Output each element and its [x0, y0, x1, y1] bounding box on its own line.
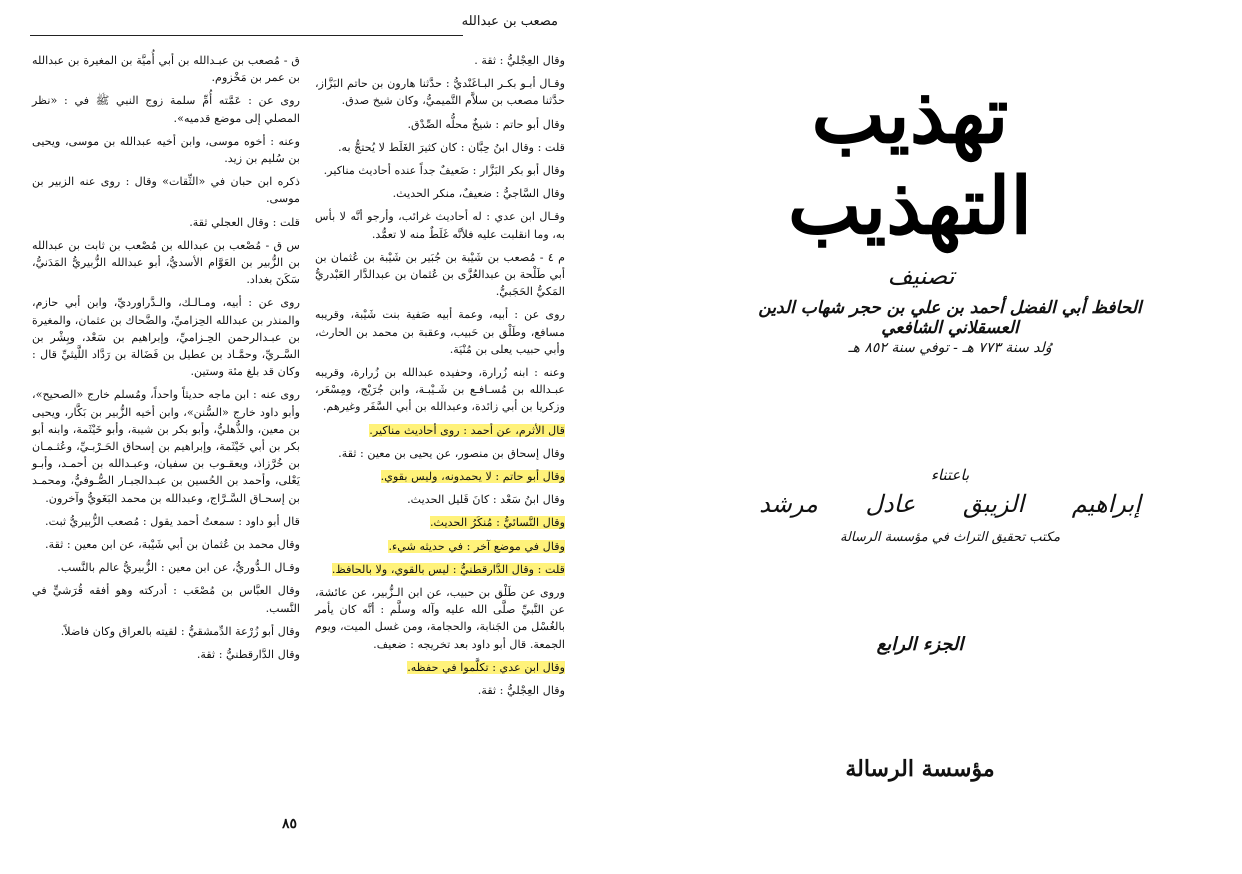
- edited-by-label: باعتناء: [930, 466, 970, 484]
- paragraph: [32, 294, 300, 380]
- paragraph: [315, 75, 565, 109]
- paragraph: [32, 237, 300, 289]
- running-head: [30, 14, 558, 36]
- paragraph-text: وقال السَّاجيُّ : ضعيفٌ، منكر الحديث.: [392, 187, 565, 201]
- paragraph-text: وقال أبو زُرْعة الدِّمشقيُّ : لقيته بالعراق وكان فاضلاً.: [60, 624, 300, 638]
- header-rule: [30, 35, 463, 36]
- paragraph-text: ذكره ابن حبان في «الثِّقات» وقال : روى عنه الزبير بن موسى.: [32, 175, 300, 206]
- publisher-name: مؤسسة الرسالة: [845, 756, 995, 782]
- paragraph: [315, 445, 565, 462]
- paragraph: [32, 386, 300, 506]
- paragraph-text: م ٤ - مُصعب بن شَيْبة بن جُبَير بن شَيْبة بن عُثمان بن أبي طَلْحة بن عبدالعُزَّى بن عُثمان بن عبدالدَّار العَبْدريُّ المَكيُّ الحَجَبيُّ.: [315, 250, 566, 299]
- paragraph: [315, 249, 565, 301]
- paragraph: [315, 584, 565, 653]
- paragraph-text: وقال العِجْليُّ : ثقة.: [477, 684, 565, 698]
- paragraph: [32, 133, 300, 167]
- paragraph: [315, 208, 565, 242]
- paragraph-text: وروى عن طَلْق بن حبيب، عن ابن الـزُّبير، عن عائشة، عن النَّبيِّ صلَّى الله عليه وآله وسلَّم : أنَّه كان يأمر بالغُسْل من الجَنابة، والحجامة، ومن غسل الميت، ويوم الجمعة. قال أبو داود بعد تخريجه : ضعيف.: [315, 586, 565, 651]
- paragraph-text: وقـال ابن عدي : له أحاديث غرائب، وأرجو أنَّه لا بأس به، وما انقلبت عليه فلأنَّه غَلَطٌ منه لا تعمُّد.: [315, 210, 565, 241]
- paragraph-text: ق - مُصعب بن عبـدالله بن أبي أُميَّة بن المغيرة بن عبدالله بن عمر بن مَخْزوم.: [32, 54, 300, 85]
- paragraph: [32, 513, 300, 530]
- paragraph-text: روى عن : عَمَّته أُمِّ سلمة زوج النبي ﷺ في : «نظر المصلي إلى موضع قدميه».: [32, 94, 300, 125]
- paragraph-text: وقال إسحاق بن منصور، عن يحيى بن معين : ثقة.: [338, 446, 565, 460]
- paragraph: [32, 92, 300, 126]
- paragraph-text: وقـال الـدُّوريُّ، عن ابن معين : الزُّبيريُّ عالم بالنَّسب.: [57, 561, 300, 575]
- text-column-right: [315, 52, 565, 705]
- paragraph-text: روى عن : أبيه، ومـالـك، والـدَّراورديِّ، وابن أبي حازم، والمنذر بن عبدالله الحِزاميِّ، والضَّحاك بن عثمان، والمغيرة بن عبـدالرحمن الحِـزاميِّ، وإبراهيم بن سَعْد، وبِشْر بن السَّـريِّ، وحمَّـاد بن عطيل بن فَضَالة بن رَدَّاد اللَّيثيِّ قال : وكان قد بلغ مئة وستين.: [32, 296, 300, 379]
- paragraph: [32, 52, 300, 86]
- highlighted-paragraph: [315, 659, 565, 676]
- paragraph-text: قلت : وقال الدَّارقطنيُّ : ليس بالقوي، ولا بالحافظ.: [331, 562, 565, 576]
- paragraph: [32, 646, 300, 663]
- paragraph: [315, 116, 565, 133]
- page-number: ٨٥: [282, 816, 298, 832]
- paragraph: [315, 491, 565, 508]
- editor-2: عادل مرشد: [759, 490, 916, 518]
- paragraph-text: روى عنه : ابن ماجه حديثاً واحداً، ومُسلم خارج «الصحيح»، وأبو داود خارج «السُّنن»، وابن أخيه الزُّبير بن بَكَّار، ويحيى بن معين، والذُّهليُّ، وأبو بكر بن شيبة، وأبو خَيْثَمة، وابنه أبو بكر بن أبي خَيْثَمة، وإبراهيم بن إسحاق الحَـرْبـيِّ، وعُثـمـان بن خُرَّزاذ، ويعقـوب بن سفيان، وعبـدالله بن أحمـد، وأبـو يَعْلى، وأحمد بن الحُسين بن عبـدالجبـار الصُّـوفيُّ، ومحمـد بن إسحـاق السَّـرَّاج، وعبدالله بن محمد البَغَويُّ وآخرون.: [32, 388, 300, 505]
- highlighted-paragraph: [315, 422, 565, 439]
- paragraph-text: قال أبو داود : سمعتُ أحمد يقول : مُصعب الزُّبيريُّ ثبت.: [45, 514, 300, 528]
- paragraph: [315, 682, 565, 699]
- book-title-calligraphy: تهذيب التهذيب: [787, 70, 1033, 252]
- paragraph-text: وقال أبو حاتم : لا يحمدونه، وليس بقوي.: [380, 470, 565, 484]
- paragraph-text: وعنه : أخوه موسى، وابن أخيه عبدالله بن موسى، ويحيى بن سُليم بن زيد.: [32, 134, 300, 166]
- text-column-left: [32, 52, 300, 669]
- book-page-left: [0, 0, 600, 874]
- highlighted-paragraph: [315, 514, 565, 531]
- paragraph-text: وقال ابنُ سَعْد : كانَ قَليل الحديث.: [407, 493, 565, 507]
- paragraph-text: وقال العبَّاس بن مُصْعَب : أدركته وهو أفقه قُرَشيٍّ في النَّسب.: [32, 584, 300, 615]
- paragraph: [32, 559, 300, 576]
- paragraph-text: وعنه : ابنه زُرارة، وحفيده عبدالله بن زُرارة، وقريبه عبـدالله بن مُسـافـع بن شَـيْبـة، وابن جُرَيْج، ومِسْعَر، وزكريا بن أبي زائدة، وعبدالله بن أبي السَّفَر وغيرهم.: [315, 366, 565, 414]
- paragraph: [315, 139, 565, 156]
- paragraph: [32, 214, 300, 231]
- paragraph-text: قلت : وقال العجلي ثقة.: [189, 215, 300, 229]
- volume-label: الجزء الرابع: [876, 634, 964, 655]
- editors: [750, 490, 1150, 518]
- paragraph-text: وقال أبو بكر البَزَّار : ضَعيفٌ جداً عنده أحاديث مناكير.: [323, 164, 565, 178]
- paragraph: [315, 185, 565, 202]
- paragraph-text: وقال النَّسائيُّ : مُنكَرُ الحديث.: [430, 516, 565, 530]
- paragraph-text: وقال محمد بن عُثمان بن أبي شَيْبة، عن ابن معين : ثقة.: [45, 538, 300, 552]
- paragraph: [315, 52, 565, 69]
- editing-office: مكتب تحقيق التراث في مؤسسة الرسالة: [839, 530, 1061, 545]
- paragraph: [315, 162, 565, 179]
- paragraph: [32, 582, 300, 616]
- paragraph-text: وقال في موضع آخر : في حديثه شيء.: [388, 539, 565, 553]
- highlighted-paragraph: [315, 561, 565, 578]
- author-name: الحافظ أبي الفضل أحمد بن علي بن حجر شهاب الدين العسقلاني الشافعي: [758, 298, 1142, 338]
- running-head-title: مصعب بن عبدالله: [461, 14, 558, 29]
- book-title-page: [600, 0, 1242, 874]
- paragraph: [315, 306, 565, 358]
- paragraph-text: وقال ابن عدي : تكلَّموا في حفظه.: [407, 660, 565, 674]
- paragraph: [32, 623, 300, 640]
- paragraph-text: قال الأثرم، عن أحمد : روى أحاديث مناكير.: [369, 423, 565, 437]
- paragraph-text: وقـال أبـو بكـر البـاغَنْديُّ : حدَّثنا هارون بن حاتم البَزَّاز، حدَّثنا مصعب بن سلاَّم التَّميميُّ، وكان شيخ صدق.: [315, 77, 565, 108]
- paragraph-text: روى عن : أبيه، وعمة أبيه صَفية بنت شَيْبة، وقريبه مسافع، وطَلْق بن حَبيب، وعقبة بن محمد بن الحارث، وأبي حبيب يعلى بن مُنْيَة.: [315, 308, 565, 356]
- paragraph-text: س ق - مُصْعب بن عبدالله بن مُصْعب بن ثابت بن عبدالله بن الزُّبير بن العَوَّام الأسديُّ، أبو عبدالله الزُّبيريُّ المَدَنيُّ، سَكَنَ بغداد.: [32, 238, 300, 287]
- highlighted-paragraph: [315, 538, 565, 555]
- paragraph: [32, 173, 300, 207]
- paragraph: [315, 364, 565, 416]
- highlighted-paragraph: [315, 468, 565, 485]
- paragraph-text: وقال العِجْليُّ : ثقة .: [474, 54, 565, 67]
- author-dates: وُلد سنة ٧٧٣ هـ - توفي سنة ٨٥٢ هـ: [848, 340, 1052, 356]
- paragraph: [32, 536, 300, 553]
- editor-1: إبراهيم الزيبق: [962, 490, 1141, 518]
- tasnif-label: تصنيف: [887, 262, 955, 290]
- paragraph-text: وقال الدَّارقطنيُّ : ثقة.: [196, 648, 300, 662]
- paragraph-text: وقال أبو حاتم : شيخٌ محلُّه الصِّدْق.: [407, 117, 565, 131]
- paragraph-text: قلت : وقال ابنُ حِبَّان : كان كثيرَ الغَلَط لا يُحتجُّ به.: [337, 140, 565, 154]
